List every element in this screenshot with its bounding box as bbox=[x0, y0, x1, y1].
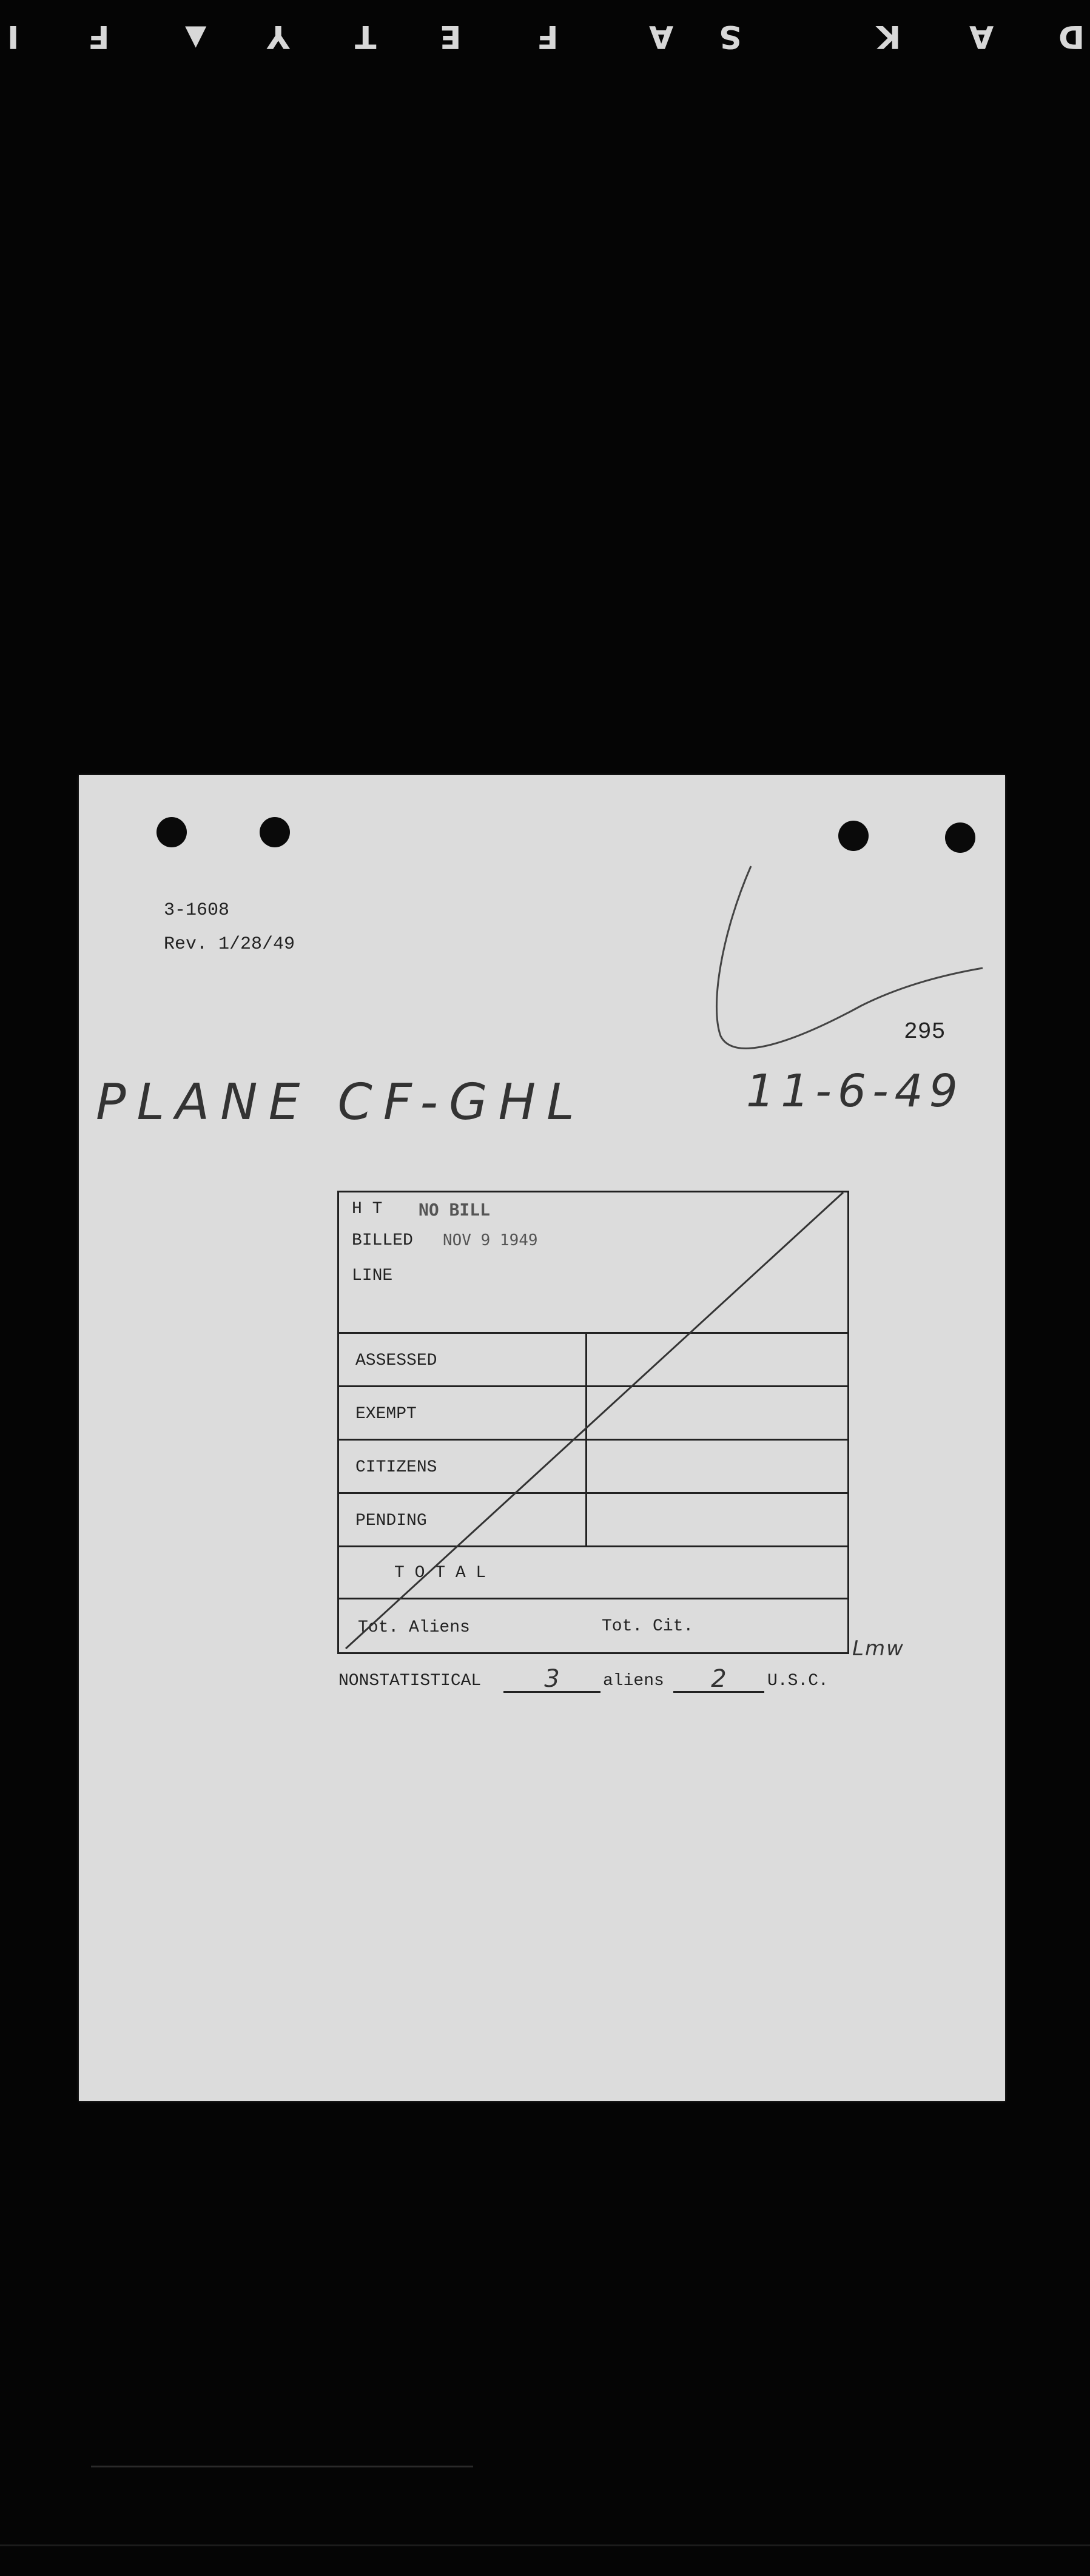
no-bill-stamp: NO BILL bbox=[419, 1200, 491, 1220]
aliens-label: aliens bbox=[603, 1672, 664, 1690]
film-edge-char: A bbox=[969, 18, 994, 55]
film-edge-char: I bbox=[7, 18, 19, 55]
total-label: T O T A L bbox=[394, 1564, 486, 1582]
film-scratch bbox=[91, 2466, 473, 2467]
table-row-label: EXEMPT bbox=[355, 1405, 417, 1424]
form-document bbox=[79, 775, 1005, 2101]
table-row-label: PENDING bbox=[355, 1512, 427, 1530]
form-number: 3-1608 bbox=[164, 900, 230, 921]
film-edge-char: F bbox=[537, 18, 559, 55]
usc-label: U.S.C. bbox=[767, 1672, 829, 1690]
nonstatistical-label: NONSTATISTICAL bbox=[338, 1672, 482, 1690]
film-edge-char: D bbox=[1058, 18, 1085, 55]
film-edge-char: T bbox=[355, 18, 377, 55]
table-row-label: CITIZENS bbox=[355, 1458, 437, 1477]
film-edge-char: Y bbox=[267, 18, 290, 55]
form-revision: Rev. 1/28/49 bbox=[164, 934, 295, 955]
handwritten-title: PLANE CF-GHL bbox=[96, 1074, 585, 1131]
triangle-marker-icon: ▼ bbox=[185, 18, 207, 51]
tot-aliens-label: Tot. Aliens bbox=[358, 1618, 470, 1637]
page-number: 295 bbox=[904, 1019, 946, 1045]
film-edge-char: K bbox=[876, 18, 901, 55]
usc-count: 2 bbox=[673, 1667, 764, 1693]
film-edge-char: S bbox=[719, 18, 742, 55]
handwritten-date: 11-6-49 bbox=[746, 1065, 964, 1117]
film-edge-markings bbox=[0, 0, 1090, 79]
film-scratch bbox=[0, 2544, 1090, 2546]
film-edge-char: F bbox=[88, 18, 110, 55]
pen-strokes bbox=[79, 775, 1005, 2101]
billed-date-stamp: NOV 9 1949 bbox=[443, 1231, 538, 1249]
check-mark-stroke bbox=[716, 866, 983, 1048]
film-edge-char: A bbox=[649, 18, 674, 55]
diagonal-cancel-line bbox=[346, 1192, 843, 1649]
table-row-label: ASSESSED bbox=[355, 1351, 437, 1370]
billed-label: BILLED bbox=[352, 1231, 413, 1250]
tot-cit-label: Tot. Cit. bbox=[602, 1617, 694, 1636]
film-edge-char: E bbox=[440, 18, 462, 55]
aliens-count: 3 bbox=[503, 1667, 601, 1693]
line-label: LINE bbox=[352, 1266, 393, 1285]
handwritten-initials: Lmw bbox=[852, 1636, 904, 1661]
ht-label: H T bbox=[352, 1200, 383, 1219]
